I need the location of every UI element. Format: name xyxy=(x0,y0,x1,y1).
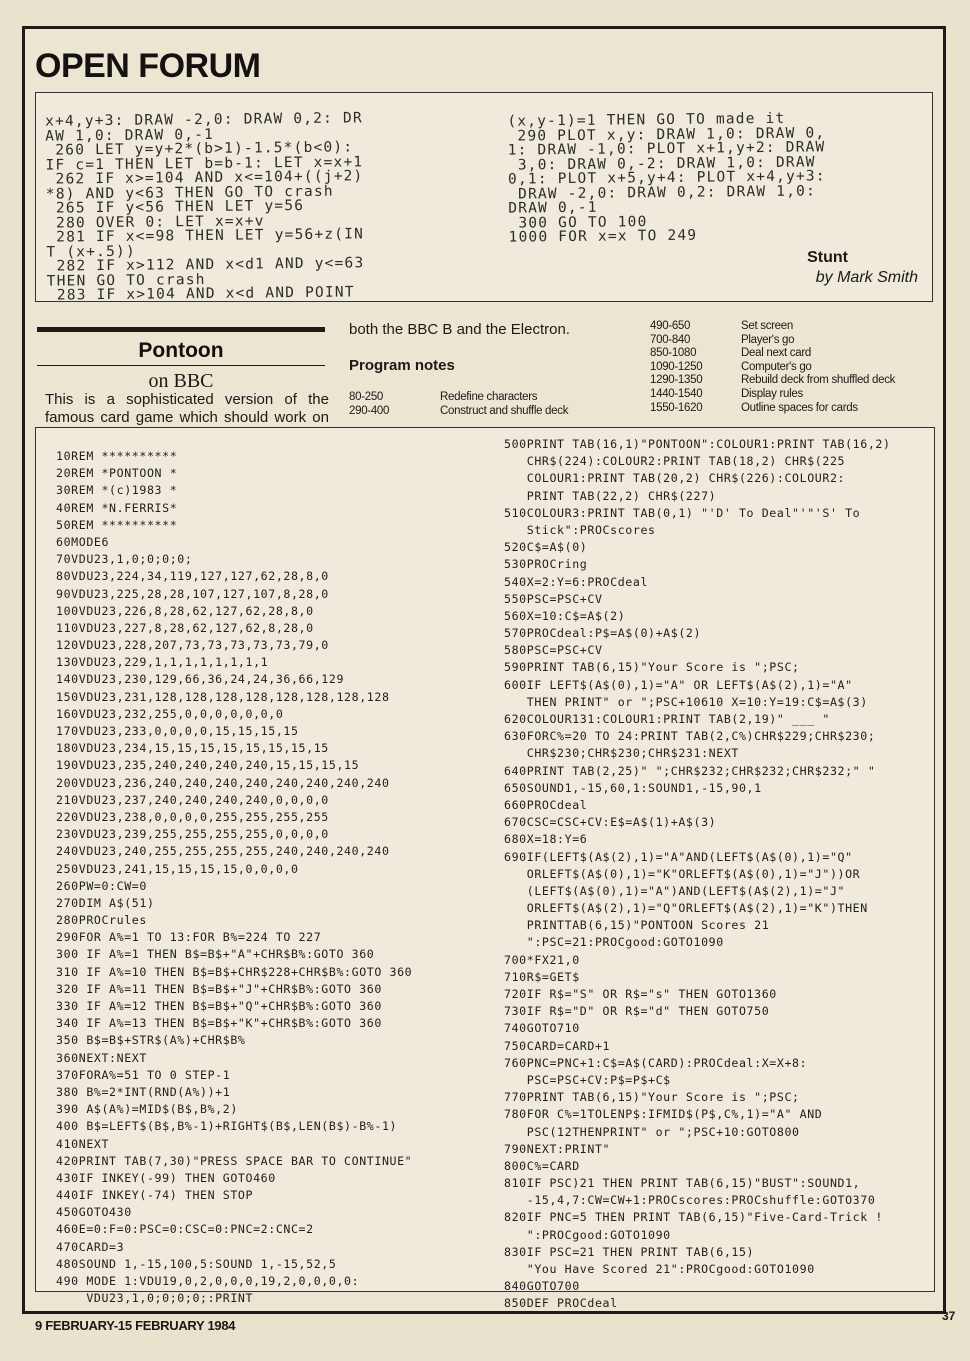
note-range: 1440-1540 xyxy=(650,387,703,400)
code-line: 680X=18:Y=6 xyxy=(504,832,588,847)
pontoon-intro: This is a sophisticated version of the famous card game which should work on xyxy=(45,391,329,426)
code-line: 630FORC%=20 TO 24:PRINT TAB(2,C%)CHR$229;CHR$230; xyxy=(504,729,876,744)
code-line: THEN PRINT" or ";PSC+10610 X=10:Y=19:C$=A$(3) xyxy=(504,694,868,709)
code-line: 800C%=CARD xyxy=(504,1158,580,1173)
code-line: 540X=2:Y=6:PROCdeal xyxy=(504,574,649,589)
code-line: 140VDU23,230,129,66,36,24,24,36,66,129 xyxy=(56,672,345,687)
program-notes-table-a xyxy=(349,391,568,418)
code-line: ORLEFT$(A$(2),1)="Q"ORLEFT$(A$(2),1)="K")THEN xyxy=(504,901,868,916)
code-line: 230VDU23,239,255,255,255,255,0,0,0,0 xyxy=(56,827,329,842)
code-line: ORLEFT$(A$(0),1)="K"ORLEFT$(A$(0),1)="J"))OR xyxy=(504,866,861,881)
code-line: 0,1: PLOT x+5,y+4: PLOT x+4,y+3: xyxy=(507,168,826,188)
code-line: 80VDU23,224,34,119,127,127,62,28,8,0 xyxy=(56,569,329,584)
code-line: 590PRINT TAB(6,15)"Your Score is ";PSC; xyxy=(504,660,800,675)
code-line: DRAW 0,-1 xyxy=(508,199,598,217)
code-line: 350 B$=B$+STR$(A%)+CHR$B% xyxy=(56,1033,246,1048)
code-line: (LEFT$(A$(0),1)="A")AND(LEFT$(A$(2),1)="J" xyxy=(504,883,846,898)
code-line: (x,y-1)=1 THEN GO TO made it xyxy=(507,110,786,130)
note-row xyxy=(650,347,895,361)
code-line: T (x+.5)) xyxy=(46,243,136,261)
code-line: 560X=10:C$=A$(2) xyxy=(504,608,626,623)
note-row xyxy=(650,361,895,375)
code-line: 170VDU23,233,0,0,0,0,15,15,15,15 xyxy=(56,724,299,738)
code-line: ":PSC=21:PROCgood:GOTO1090 xyxy=(504,935,724,950)
code-line: PRINTTAB(6,15)"PONTOON Scores 21 xyxy=(504,918,770,933)
stunt-code-right xyxy=(507,111,826,245)
code-line: 1: DRAW -1,0: PLOT x+1,y+2: DRAW xyxy=(507,139,826,159)
code-line: 760PNC=PNC+1:C$=A$(CARD):PROCdeal:X=X+8: xyxy=(504,1055,808,1070)
code-line: 730IF R$="D" OR R$="d" THEN GOTO750 xyxy=(504,1004,770,1019)
code-line: 360NEXT:NEXT xyxy=(56,1050,147,1065)
code-line: 770PRINT TAB(6,15)"Your Score is ";PSC; xyxy=(504,1090,800,1105)
note-row xyxy=(650,374,895,388)
code-line: 10REM ********** xyxy=(56,449,178,463)
code-line: 740GOTO710 xyxy=(504,1021,580,1036)
code-line: CHR$230;CHR$230;CHR$231:NEXT xyxy=(504,746,739,761)
code-line: 650SOUND1,-15,60,1:SOUND1,-15,90,1 xyxy=(504,780,762,795)
note-row xyxy=(349,405,568,419)
code-line: 430IF INKEY(-99) THEN GOTO460 xyxy=(56,1170,276,1185)
code-line: 40REM *N.FERRIS* xyxy=(56,500,178,515)
code-line: 310 IF A%=10 THEN B$=B$+CHR$228+CHR$B%:GOTO 360 xyxy=(56,964,413,979)
code-line: 265 IF y<56 THEN LET y=56 xyxy=(45,197,305,217)
code-line: 90VDU23,225,28,28,107,127,107,8,28,0 xyxy=(56,586,329,601)
code-line: 440IF INKEY(-74) THEN STOP xyxy=(56,1188,254,1203)
code-line: 70VDU23,1,0;0;0;0; xyxy=(56,552,193,567)
code-line: AW 1,0: DRAW 0,-1 xyxy=(45,126,215,145)
code-line: 670CSC=CSC+CV:E$=A$(1)+A$(3) xyxy=(504,815,717,830)
code-line: 160VDU23,232,255,0,0,0,0,0,0,0 xyxy=(56,706,284,721)
code-line: 420PRINT TAB(7,30)"PRESS SPACE BAR TO CONTINUE" xyxy=(56,1153,413,1168)
pontoon-code-left xyxy=(56,448,412,1307)
code-line: 281 IF x<=98 THEN LET y=56+z(IN xyxy=(46,226,365,246)
code-line: 600IF LEFT$(A$(0),1)="A" OR LEFT$(A$(2),1)="A" xyxy=(504,677,853,692)
code-line: 640PRINT TAB(2,25)" ";CHR$232;CHR$232;CHR$232;" " xyxy=(504,763,876,778)
code-line: 200VDU23,236,240,240,240,240,240,240,240,240 xyxy=(56,775,390,790)
code-line: 240VDU23,240,255,255,255,255,240,240,240,240 xyxy=(56,844,390,859)
code-line: DRAW -2,0: DRAW 0,2: DRAW 1,0: xyxy=(508,182,817,203)
note-range: 1550-1620 xyxy=(650,401,703,414)
code-line: 470CARD=3 xyxy=(56,1239,125,1254)
section-title: OPEN FORUM xyxy=(35,47,261,85)
code-line: 280PROCrules xyxy=(56,913,147,928)
code-line: 690IF(LEFT$(A$(2),1)="A"AND(LEFT$(A$(0),1)="Q" xyxy=(504,849,853,864)
stunt-listing-box xyxy=(35,92,933,302)
code-line: PRINT TAB(22,2) CHR$(227) xyxy=(504,488,717,503)
code-line: 570PROCdeal:P$=A$(0)+A$(2) xyxy=(504,626,702,641)
code-line: -15,4,7:CW=CW+1:PROCscores:PROCshuffle:GOTO370 xyxy=(504,1193,876,1208)
code-line: 790NEXT:PRINT" xyxy=(504,1141,611,1156)
code-line: 50REM ********** xyxy=(56,517,178,532)
issue-date: 9 FEBRUARY-15 FEBRUARY 1984 xyxy=(35,1318,236,1333)
note-desc: Deal next card xyxy=(741,347,811,360)
code-line: 490 MODE 1:VDU19,0,2,0,0,0,19,2,0,0,0,0: xyxy=(56,1274,360,1288)
note-range: 490-650 xyxy=(650,320,691,332)
code-line: 500PRINT TAB(16,1)"PONTOON":COLOUR1:PRINT TAB(16,2) xyxy=(504,437,891,451)
code-line: 370FORA%=51 TO 0 STEP-1 xyxy=(56,1067,231,1082)
program-notes-table-b xyxy=(650,320,895,415)
code-line: PSC=PSC+CV:P$=P$+C$ xyxy=(504,1072,671,1087)
code-line: 320 IF A%=11 THEN B$=B$+"J"+CHR$B%:GOTO 360 xyxy=(56,981,382,996)
pontoon-rule-top xyxy=(37,327,325,332)
pontoon-code-right xyxy=(504,436,891,1313)
code-line: 110VDU23,227,8,28,62,127,62,8,28,0 xyxy=(56,620,314,635)
code-line: 30REM *(c)1983 * xyxy=(56,483,178,498)
code-line: 400 B$=LEFT$(B$,B%-1)+RIGHT$(B$,LEN(B$)-B%-1) xyxy=(56,1119,398,1134)
note-row xyxy=(650,320,895,334)
code-line: VDU23,1,0;0;0;0;:PRINT xyxy=(56,1291,254,1306)
code-line: 780FOR C%=1TOLENP$:IFMID$(P$,C%,1)="A" AND xyxy=(504,1107,823,1122)
note-row xyxy=(650,402,895,416)
note-desc: Outline spaces for cards xyxy=(741,401,858,414)
code-line: PSC(12THENPRINT" or ";PSC+10:GOTO800 xyxy=(504,1124,800,1139)
code-line: *8) AND y<63 THEN GO TO crash xyxy=(45,183,334,203)
code-line: 810IF PSC)21 THEN PRINT TAB(6,15)"BUST":SOUND1, xyxy=(504,1176,861,1191)
code-line: 620COLOUR131:COLOUR1:PRINT TAB(2,19)" ___ " xyxy=(504,712,830,726)
code-line: 60MODE6 xyxy=(56,534,110,549)
note-range: 290-400 xyxy=(349,404,390,417)
code-line: 270DIM A$(51) xyxy=(56,895,155,910)
code-line: 850DEF PROCdeal xyxy=(504,1296,618,1311)
note-desc: Player's go xyxy=(741,333,795,346)
note-row xyxy=(650,388,895,402)
code-line: 510COLOUR3:PRINT TAB(0,1) "'D' To Deal"'"'S' To xyxy=(504,505,861,520)
code-line: 710R$=GET$ xyxy=(504,969,580,984)
note-desc: Rebuild deck from shuffled deck xyxy=(741,374,896,387)
code-line: 130VDU23,229,1,1,1,1,1,1,1,1 xyxy=(56,655,269,670)
pontoon-rule-bottom xyxy=(37,365,325,366)
code-line: 750CARD=CARD+1 xyxy=(504,1038,611,1053)
code-line: 210VDU23,237,240,240,240,240,0,0,0,0 xyxy=(56,792,329,807)
code-line: 180VDU23,234,15,15,15,15,15,15,15,15 xyxy=(56,741,329,756)
note-desc: Computer's go xyxy=(741,360,812,373)
program-notes-heading: Program notes xyxy=(349,357,455,374)
code-line: 120VDU23,228,207,73,73,73,73,73,79,0 xyxy=(56,638,329,653)
code-line: 720IF R$="S" OR R$="s" THEN GOTO1360 xyxy=(504,987,777,1001)
code-line: 280 OVER 0: LET x=x+v xyxy=(46,212,265,232)
code-line: 460E=0:F=0:PSC=0:CSC=0:PNC=2:CNC=2 xyxy=(56,1222,314,1237)
stunt-byline: by Mark Smith xyxy=(815,269,918,286)
code-line: 1000 FOR x=x TO 249 xyxy=(508,227,698,246)
pontoon-intro-continued: both the BBC B and the Electron. xyxy=(349,321,570,338)
code-line: 340 IF A%=13 THEN B$=B$+"K"+CHR$B%:GOTO 360 xyxy=(56,1016,382,1031)
code-line: THEN GO TO crash xyxy=(46,271,206,290)
note-desc: Construct and shuffle deck xyxy=(440,404,569,417)
code-line: 700*FX21,0 xyxy=(504,952,580,967)
code-line: 290FOR A%=1 TO 13:FOR B%=224 TO 227 xyxy=(56,930,322,945)
code-line: 330 IF A%=12 THEN B$=B$+"Q"+CHR$B%:GOTO 360 xyxy=(56,999,382,1013)
code-line: 300 IF A%=1 THEN B$=B$+"A"+CHR$B%:GOTO 360 xyxy=(56,947,375,962)
code-line: 840GOTO700 xyxy=(504,1279,580,1294)
code-line: 660PROCdeal xyxy=(504,797,588,812)
note-desc: Set screen xyxy=(741,320,793,332)
code-line: 380 B%=2*INT(RND(A%))+1 xyxy=(56,1084,231,1099)
code-line: 260PW=0:CW=0 xyxy=(56,878,147,893)
code-line: "You Have Scored 21":PROCgood:GOTO1090 xyxy=(504,1262,815,1276)
note-range: 1290-1350 xyxy=(650,374,703,387)
page-number: 37 xyxy=(942,1309,956,1323)
note-range: 850-1080 xyxy=(650,347,697,360)
code-line: 220VDU23,238,0,0,0,0,255,255,255,255 xyxy=(56,809,329,824)
code-line: 260 LET y=y+2*(b>1)-1.5*(b<0): xyxy=(45,139,354,159)
note-range: 1090-1250 xyxy=(650,360,703,373)
code-line: 830IF PSC=21 THEN PRINT TAB(6,15) xyxy=(504,1244,755,1259)
code-line: 820IF PNC=5 THEN PRINT TAB(6,15)"Five-Card-Trick ! xyxy=(504,1210,884,1225)
code-line: 262 IF x>=104 AND x<=104+((j+2) xyxy=(45,168,364,188)
code-line: 300 GO TO 100 xyxy=(508,213,648,232)
code-line: 250VDU23,241,15,15,15,15,0,0,0,0 xyxy=(56,861,299,876)
code-line: 100VDU23,226,8,28,62,127,62,28,8,0 xyxy=(56,603,314,618)
pontoon-title: Pontoon xyxy=(138,339,224,362)
code-line: 390 A$(A%)=MID$(B$,B%,2) xyxy=(56,1102,238,1117)
code-line: 150VDU23,231,128,128,128,128,128,128,128,128 xyxy=(56,689,390,704)
code-line: 20REM *PONTOON * xyxy=(56,466,178,481)
code-line: x+4,y+3: DRAW -2,0: DRAW 0,2: DR xyxy=(45,110,363,130)
note-row xyxy=(349,391,568,405)
pontoon-listing-box xyxy=(35,427,935,1311)
code-line: 410NEXT xyxy=(56,1136,110,1151)
note-desc: Redefine characters xyxy=(440,391,538,403)
code-line: 282 IF x>112 AND x<d1 AND y<=63 xyxy=(46,255,365,275)
code-line: 550PSC=PSC+CV xyxy=(504,591,603,606)
code-line: 290 PLOT x,y: DRAW 1,0: DRAW 0, xyxy=(507,124,826,145)
code-line: 190VDU23,235,240,240,240,240,15,15,15,15 xyxy=(56,758,360,773)
code-line: ":PROCgood:GOTO1090 xyxy=(504,1227,671,1242)
stunt-title: Stunt xyxy=(807,249,848,266)
code-line: 283 IF x>104 AND x<d AND POINT xyxy=(46,284,355,304)
note-row xyxy=(650,334,895,348)
note-desc: Display rules xyxy=(741,387,803,400)
code-line: IF c=1 THEN LET b=b-1: LET x=x+1 xyxy=(45,153,364,174)
code-line: 580PSC=PSC+CV xyxy=(504,643,603,658)
note-range: 700-840 xyxy=(650,333,691,346)
stunt-code-left xyxy=(45,111,365,303)
code-line: 520C$=A$(0) xyxy=(504,540,588,555)
code-line: Stick":PROCscores xyxy=(504,522,656,537)
code-line: 450GOTO430 xyxy=(56,1205,132,1220)
code-line: CHR$(224):COLOUR2:PRINT TAB(18,2) CHR$(225 xyxy=(504,454,846,469)
pontoon-subtitle: on BBC xyxy=(148,370,214,392)
code-line: 530PROCring xyxy=(504,557,588,572)
note-range: 80-250 xyxy=(349,391,384,403)
page-frame xyxy=(22,26,946,1314)
code-line: 3,0: DRAW 0,-2: DRAW 1,0: DRAW xyxy=(507,153,816,174)
code-line: 480SOUND 1,-15,100,5:SOUND 1,-15,52,5 xyxy=(56,1256,337,1271)
code-line: COLOUR1:PRINT TAB(20,2) CHR$(226):COLOUR2: xyxy=(504,471,846,486)
